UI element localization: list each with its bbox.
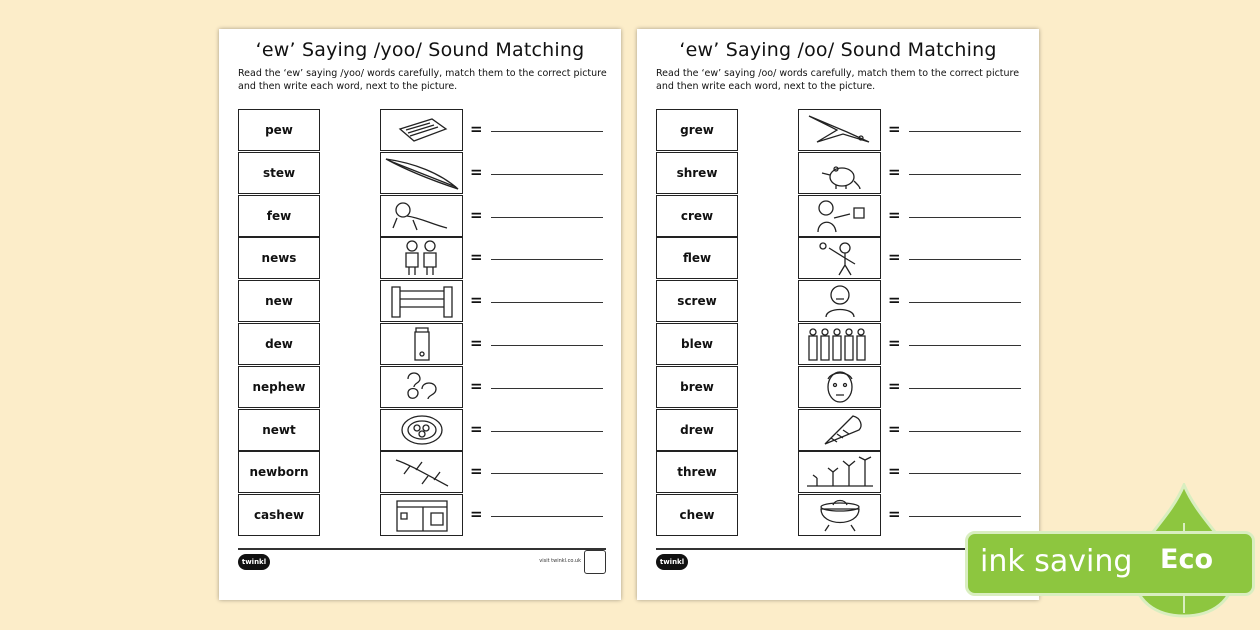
equals-sign: = (888, 291, 901, 310)
picture-box (380, 494, 463, 536)
answer-line[interactable] (491, 431, 603, 432)
answer-line[interactable] (491, 388, 603, 389)
picture-box (798, 409, 881, 451)
shop-icon (393, 497, 451, 533)
word-box: crew (656, 195, 738, 237)
word-box: nephew (238, 366, 320, 408)
match-row (238, 109, 608, 151)
boy-face-icon (822, 369, 858, 405)
word-box: new (238, 280, 320, 322)
picture-box (380, 152, 463, 194)
word-box: newborn (238, 451, 320, 493)
worksheet-title: ‘ew’ Saying /oo/ Sound Matching (679, 39, 997, 61)
word-box: news (238, 237, 320, 279)
picture-box (798, 109, 881, 151)
equals-sign: = (888, 162, 901, 181)
word-box: screw (656, 280, 738, 322)
match-row (238, 366, 608, 408)
word-box: few (238, 195, 320, 237)
picture-box (798, 494, 881, 536)
word-box: newt (238, 409, 320, 451)
boy-chewing-icon (820, 283, 860, 319)
word-box: dew (238, 323, 320, 365)
answer-line[interactable] (909, 431, 1021, 432)
picture-box (380, 109, 463, 151)
word-box: stew (238, 152, 320, 194)
equals-sign: = (888, 376, 901, 395)
bird-icon (807, 112, 873, 148)
answer-line[interactable] (909, 259, 1021, 260)
answer-line[interactable] (491, 131, 603, 132)
twinkl-logo: twinkl (656, 554, 688, 570)
equals-sign: = (470, 162, 483, 181)
picture-box (798, 195, 881, 237)
twinkl-logo: twinkl (238, 554, 270, 570)
footer-divider (238, 548, 606, 550)
word-box: blew (656, 323, 738, 365)
match-row (656, 409, 1026, 451)
screw-icon (815, 412, 865, 448)
equals-sign: = (470, 248, 483, 267)
boy-throwing-icon (815, 240, 865, 276)
word-box: chew (656, 494, 738, 536)
match-row (656, 109, 1026, 151)
answer-line[interactable] (909, 302, 1021, 303)
word-box: threw (656, 451, 738, 493)
equals-sign: = (470, 334, 483, 352)
answer-line[interactable] (491, 516, 603, 517)
picture-box (380, 366, 463, 408)
lizard-icon (392, 454, 452, 490)
match-row (656, 494, 1026, 536)
picture-box (380, 451, 463, 493)
worksheet-oo (637, 29, 1039, 600)
answer-line[interactable] (909, 388, 1021, 389)
answer-line[interactable] (491, 345, 603, 346)
woman-drawing-icon (810, 198, 870, 234)
answer-line[interactable] (909, 516, 1021, 517)
match-row (656, 451, 1026, 493)
word-box: cashew (238, 494, 320, 536)
equals-sign: = (888, 505, 901, 524)
word-box: pew (238, 109, 320, 151)
match-row (238, 237, 608, 279)
ink-saving-label: ink saving (980, 544, 1133, 579)
bench-icon (386, 283, 458, 319)
answer-line[interactable] (491, 217, 603, 218)
equals-sign: = (470, 291, 483, 310)
cauldron-icon (815, 497, 865, 533)
worksheet-yoo (219, 29, 621, 600)
match-row (656, 195, 1026, 237)
equals-sign: = (888, 205, 901, 224)
worksheet-instructions: Read the ‘ew’ saying /oo/ words carefully, match them to the correct picture and then write each word, next to the picture. (656, 68, 1020, 92)
baby-icon (387, 198, 457, 234)
match-row (238, 323, 608, 365)
answer-line[interactable] (909, 473, 1021, 474)
eco-label: Eco (1160, 544, 1213, 575)
answer-line[interactable] (491, 174, 603, 175)
equals-sign: = (888, 248, 901, 267)
equals-sign: = (888, 419, 901, 438)
word-box: shrew (656, 152, 738, 194)
jar-icon (412, 326, 432, 362)
picture-box (798, 323, 881, 365)
match-row (238, 152, 608, 194)
match-row (238, 280, 608, 322)
match-row (238, 451, 608, 493)
equals-sign: = (888, 462, 901, 481)
answer-line[interactable] (909, 217, 1021, 218)
feather-icon (384, 155, 460, 191)
newspaper-icon (392, 115, 452, 145)
match-row (238, 195, 608, 237)
answer-line[interactable] (491, 473, 603, 474)
picture-box (380, 323, 463, 365)
cashews-icon (402, 369, 442, 405)
equals-sign: = (470, 462, 483, 481)
shrew-icon (818, 155, 862, 191)
match-row (656, 152, 1026, 194)
answer-line[interactable] (909, 345, 1021, 346)
word-box: brew (656, 366, 738, 408)
match-row (238, 409, 608, 451)
picture-box (798, 237, 881, 279)
worksheet-instructions: Read the ‘ew’ saying /yoo/ words carefully, match them to the correct picture and then write each word, next to the picture. (238, 68, 607, 92)
answer-line[interactable] (491, 302, 603, 303)
equals-sign: = (888, 120, 901, 138)
picture-box (798, 451, 881, 493)
footer-site: visit twinkl.co.uk (539, 558, 581, 564)
crew-group-icon (805, 326, 875, 362)
quality-badge-icon (584, 550, 606, 574)
bowl-icon (400, 412, 444, 448)
match-row (656, 280, 1026, 322)
picture-box (380, 237, 463, 279)
word-box: grew (656, 109, 738, 151)
plants-growing-icon (805, 454, 875, 490)
equals-sign: = (470, 376, 483, 395)
equals-sign: = (470, 505, 483, 524)
answer-line[interactable] (909, 174, 1021, 175)
word-box: flew (656, 237, 738, 279)
picture-box (380, 280, 463, 322)
equals-sign: = (888, 334, 901, 352)
worksheet-title: ‘ew’ Saying /yoo/ Sound Matching (255, 39, 585, 61)
match-row (656, 366, 1026, 408)
equals-sign: = (470, 205, 483, 224)
answer-line[interactable] (909, 131, 1021, 132)
picture-box (798, 366, 881, 408)
children-icon (400, 239, 444, 277)
picture-box (798, 280, 881, 322)
equals-sign: = (470, 419, 483, 438)
picture-box (798, 152, 881, 194)
match-row (656, 237, 1026, 279)
answer-line[interactable] (491, 259, 603, 260)
match-row (656, 323, 1026, 365)
equals-sign: = (470, 120, 483, 138)
word-box: drew (656, 409, 738, 451)
picture-box (380, 195, 463, 237)
match-row (238, 494, 608, 536)
picture-box (380, 409, 463, 451)
